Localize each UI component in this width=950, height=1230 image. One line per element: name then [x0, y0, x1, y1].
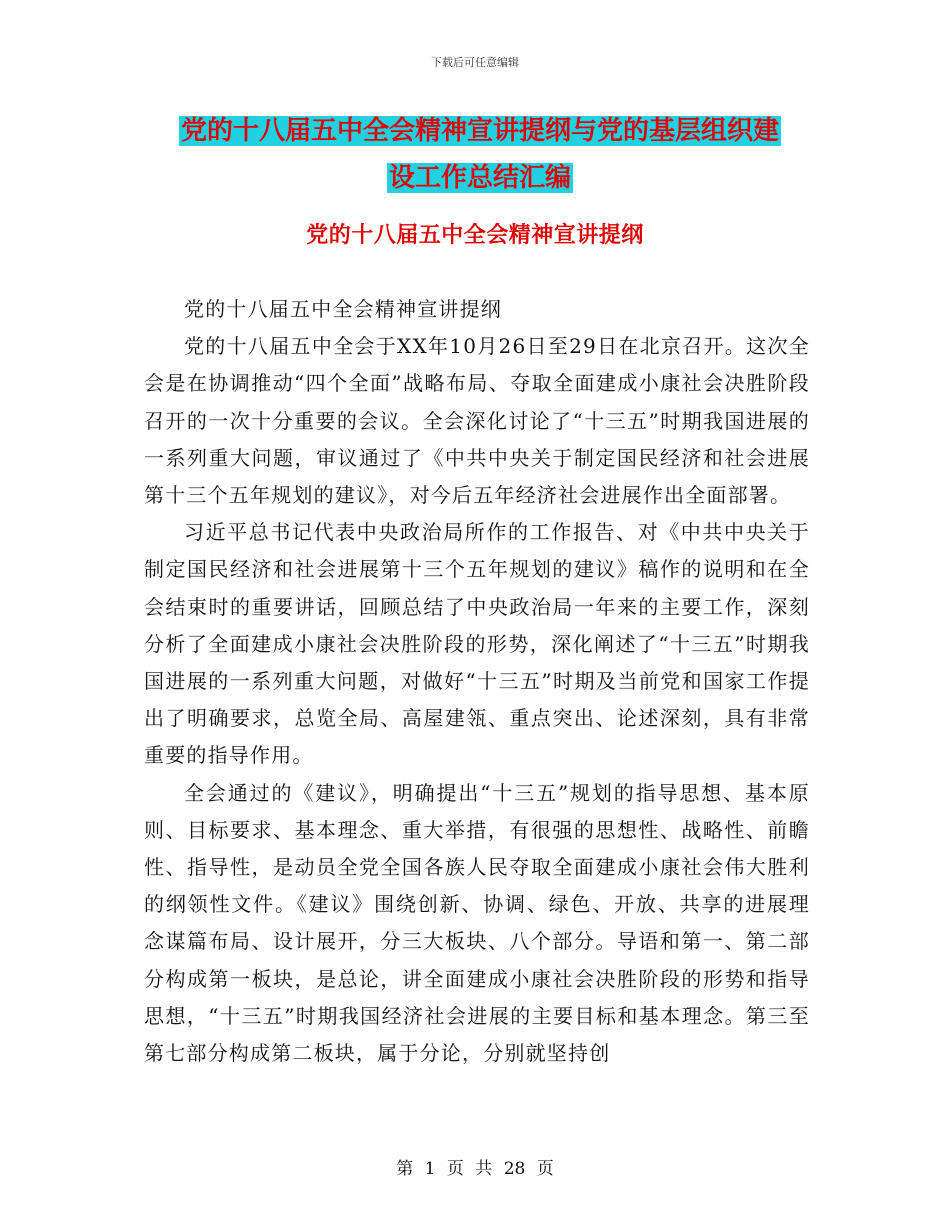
document-title — [150, 108, 810, 202]
section-title: 党的十八届五中全会精神宣讲提纲 — [306, 223, 644, 248]
document-title-line-2: 设工作总结汇编 — [388, 163, 571, 193]
page-header-note: 下载后可任意编辑 — [431, 56, 519, 69]
paragraph: 党的十八届五中全会于XX年10月26日至29日在北京召开。这次全会是在协调推动“四个全面”战略布局、夺取全面建成小康社会决胜阶段召开的一次十分重要的会议。全会深化讨论了“十三五”时期我国进展的一系列重大问题，审议通过了《中共中央关于制定国民经济和社会进展第十三个五年规划的建议》，对今后五年经济社会进展作出全面部署。 — [144, 334, 810, 508]
document-body — [144, 291, 810, 1072]
page-number-footer: 第 1 页 共 28 页 — [396, 1159, 554, 1179]
document-title-line-1: 党的十八届五中全会精神宣讲提纲与党的基层组织建 — [180, 116, 779, 146]
paragraph: 习近平总书记代表中央政治局所作的工作报告、对《中共中央关于制定国民经济和社会进展第十三个五年规划的建议》稿作的说明和在全会结束时的重要讲话，回顾总结了中央政治局一年来的主要工作，深刻分析了全面建成小康社会决胜阶段的形势，深化阐述了“十三五”时期我国进展的一系列重大问题，对做好“十三五”时期及当前党和国家工作提出了明确要求，总览全局、高屋建瓴、重点突出、论述深刻，具有非常重要的指导作用。 — [144, 520, 810, 768]
paragraph: 党的十八届五中全会精神宣讲提纲 — [184, 297, 502, 321]
paragraph: 全会通过的《建议》，明确提出“十三五”规划的指导思想、基本原则、目标要求、基本理念、重大举措，有很强的思想性、战略性、前瞻性、指导性，是动员全党全国各族人民夺取全面建成小康社会伟大胜利的纲领性文件。《建议》围绕创新、协调、绿色、开放、共享的进展理念谋篇布局、设计展开，分三大板块、八个部分。导语和第一、第二部分构成第一板块，是总论，讲全面建成小康社会决胜阶段的形势和指导思想，“十三五”时期我国经济社会进展的主要目标和基本理念。第三至第七部分构成第二板块，属于分论，分别就坚持创 — [144, 780, 810, 1066]
